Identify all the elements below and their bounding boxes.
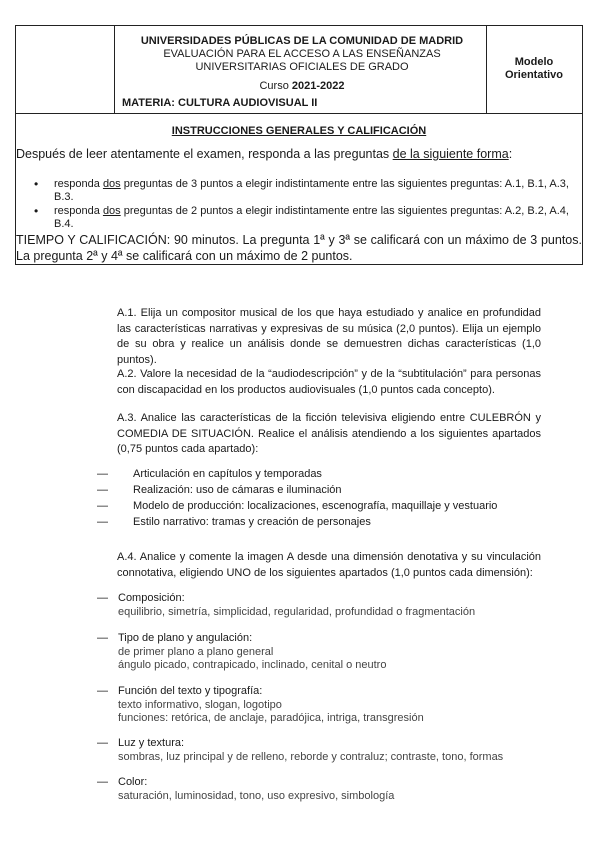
- a4-option: [97, 776, 557, 803]
- dash-marker: —: [97, 500, 108, 512]
- option-text: [97, 737, 557, 764]
- option-title: Composición:: [118, 592, 185, 604]
- dash-marker: —: [97, 685, 108, 697]
- option-line: ángulo picado, contrapicado, inclinado, cenital o neutro: [118, 659, 387, 671]
- bullet-underlined: dos: [102, 205, 121, 217]
- option-line: sombras, luz principal y de relleno, reborde y contraluz; contraste, tono, formas: [118, 750, 504, 763]
- bullet-text: responda: [54, 178, 103, 190]
- intro-underlined: de la siguiente forma: [392, 147, 509, 161]
- model-cell: [486, 26, 582, 113]
- option-text: [97, 592, 557, 619]
- instructions-title: INSTRUCCIONES GENERALES Y CALIFICACIÓN: [171, 125, 427, 137]
- list-item-text: Realización: uso de cámaras e iluminación: [133, 484, 342, 496]
- model-label: [486, 56, 582, 82]
- model-label-line2: Orientativo: [504, 69, 564, 81]
- model-label-line1: Modelo: [514, 56, 554, 68]
- option-title: Luz y textura:: [118, 737, 185, 749]
- a4-option: [97, 737, 557, 764]
- a4-option: [97, 632, 557, 673]
- option-line: funciones: retórica, de anclaje, paradójica, intriga, transgresión: [118, 712, 424, 724]
- intro-suffix: :: [508, 147, 513, 161]
- subject: MATERIA: CULTURA AUDIOVISUAL II: [122, 97, 318, 109]
- dash-marker: —: [97, 592, 108, 604]
- question-a4: A.4. Analice y comente la imagen A desde una dimensión denotativa y su vinculación connotativa, eligiendo UNO de los siguientes apartados (1,0 puntos cada dimensión):: [117, 551, 541, 579]
- list-item: [97, 482, 557, 498]
- question-a3-items: [97, 466, 557, 530]
- a4-option: [97, 685, 557, 726]
- option-text: [97, 685, 557, 726]
- bullet-text: preguntas de 3 puntos a elegir indistintamente entre las siguientes preguntas: A.1, B.1, A.3, B.3.: [54, 178, 569, 203]
- option-text: [97, 776, 557, 803]
- exam-title-line1: EVALUACIÓN PARA EL ACCESO A LAS ENSEÑANZAS: [163, 48, 441, 60]
- instructions-bullet: [34, 205, 582, 231]
- intro-prefix: Después de leer atentamente el examen, responda a las preguntas: [16, 147, 393, 161]
- question-a1: A.1. Elija un compositor musical de los que haya estudiado y analice en profundidad las características narrativas y expresivas de su música (2,0 puntos). Elija un ejemplo de su obra y realice un análisis donde se demuestren dichas características (1,0 puntos).: [117, 307, 541, 366]
- list-item: [97, 498, 557, 514]
- a4-option: [97, 592, 557, 619]
- list-item-text: Articulación en capítulos y temporadas: [133, 468, 322, 480]
- option-title: Función del texto y tipografía:: [118, 685, 263, 697]
- instructions-bullet: [34, 178, 582, 204]
- dash-marker: —: [97, 516, 108, 528]
- instructions-intro: [16, 147, 512, 161]
- option-line: saturación, luminosidad, tono, uso expresivo, simbología: [118, 789, 395, 802]
- option-title: Color:: [118, 776, 148, 788]
- exam-title-line2: UNIVERSITARIAS OFICIALES DE GRADO: [195, 61, 409, 73]
- dash-marker: —: [97, 737, 108, 749]
- list-item-text: Modelo de producción: localizaciones, escenografía, maquillaje y vestuario: [133, 500, 498, 512]
- university-name: UNIVERSIDADES PÚBLICAS DE LA COMUNIDAD DE MADRID: [140, 35, 464, 47]
- instructions-bullets: [34, 178, 582, 232]
- header-info-cell: [114, 26, 487, 113]
- header-row: [16, 26, 582, 114]
- question-a2: A.2. Valore la necesidad de la “audiodescripción” y de la “subtitulación” para personas con discapacidad en los productos audiovisuales (1,0 puntos cada concepto).: [117, 368, 541, 396]
- option-line: texto informativo, slogan, logotipo: [118, 698, 282, 711]
- header-table: [15, 25, 583, 265]
- dash-marker: —: [97, 776, 108, 788]
- bullet-text: preguntas de 2 puntos a elegir indistintamente entre las siguientes preguntas: A.2, B.2, A.4, B.4.: [54, 205, 569, 230]
- option-line: equilibrio, simetría, simplicidad, regularidad, profundidad o fragmentación: [118, 605, 476, 618]
- course: [132, 80, 472, 92]
- option-line: de primer plano a plano general: [118, 645, 274, 658]
- question-a3: A.3. Analice las características de la ficción televisiva eligiendo entre CULEBRÓN y COMEDIA DE SITUACIÓN. Realice el análisis atendiendo a los siguientes apartados (0,75 puntos cada apartado):: [117, 412, 541, 455]
- list-item-text: Estilo narrativo: tramas y creación de personajes: [133, 516, 371, 528]
- list-item: [97, 466, 557, 482]
- option-text: [97, 632, 557, 673]
- time-and-grading: TIEMPO Y CALIFICACIÓN: 90 minutos. La pregunta 1ª y 3ª se calificará con un máximo de 3 puntos. La pregunta 2ª y 4ª se calificará con un máximo de 2 puntos.: [16, 233, 582, 263]
- bullet-text: responda: [54, 205, 103, 217]
- course-prefix: Curso: [259, 80, 292, 92]
- dash-marker: —: [97, 484, 108, 496]
- course-year: 2021-2022: [291, 80, 345, 92]
- list-item: [97, 514, 557, 530]
- option-title: Tipo de plano y angulación:: [118, 632, 253, 644]
- dash-marker: —: [97, 468, 108, 480]
- dash-marker: —: [97, 632, 108, 644]
- bullet-underlined: dos: [102, 178, 121, 190]
- logo-cell: [16, 26, 115, 113]
